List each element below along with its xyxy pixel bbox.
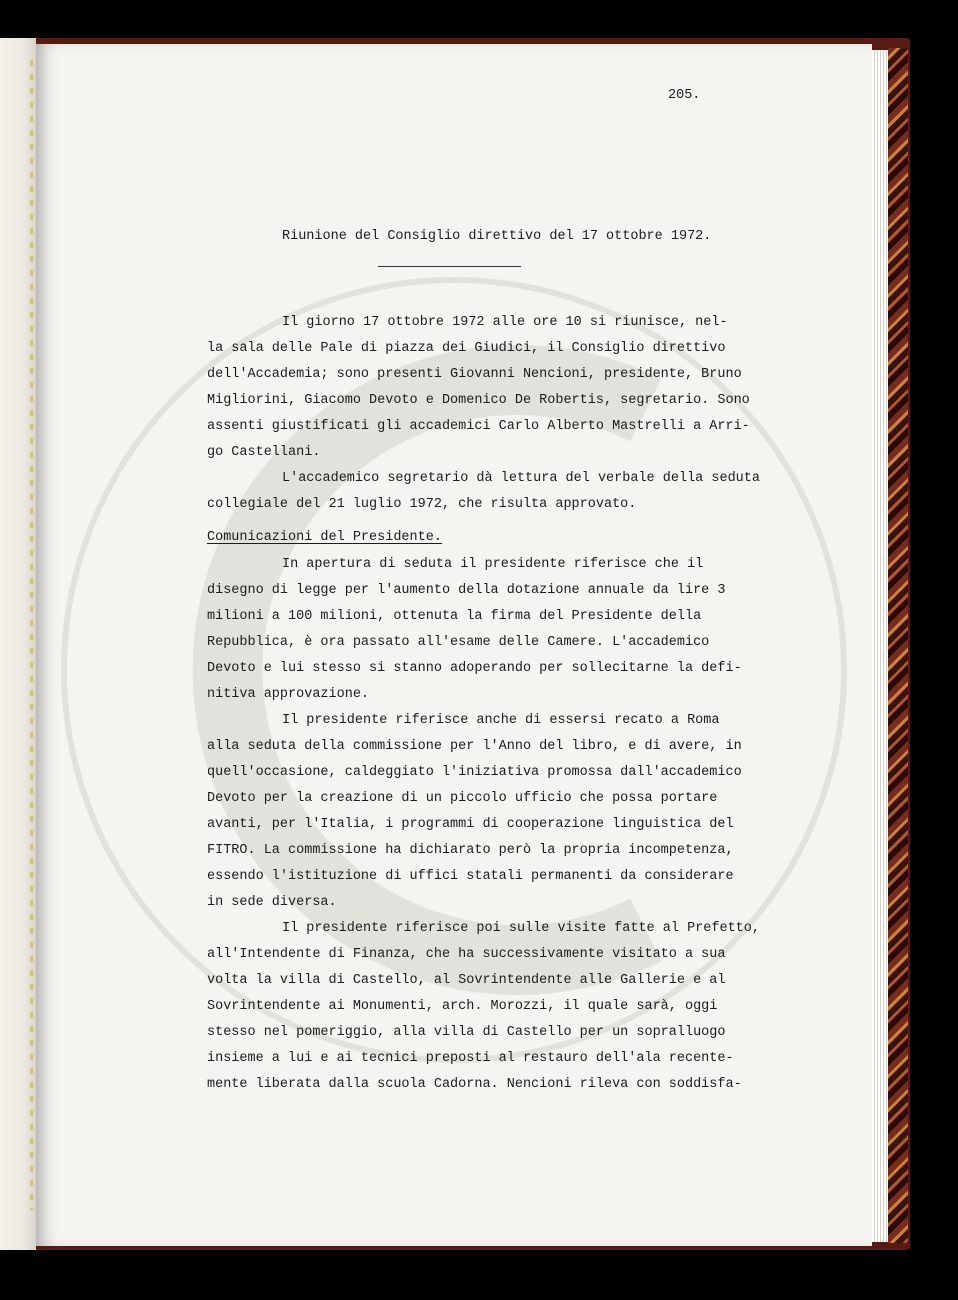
text-line: Sovrintendente ai Monumenti, arch. Morozzi, il quale sarà, oggi [207,999,718,1014]
text-line: milioni a 100 milioni, ottenuta la firma del Presidente della [207,609,702,624]
text-line: stesso nel pomeriggio, alla villa di Castello per un sopralluogo [207,1025,726,1040]
marbled-edge [888,48,908,1243]
text-line: assenti giustificati gli accademici Carlo Alberto Mastrelli a Arri- [207,419,750,434]
text-line: avanti, per l'Italia, i programmi di cooperazione linguistica del [207,817,734,832]
text-line: nitiva approvazione. [207,687,370,702]
text-line: L'accademico segretario dà lettura del verbale della seduta [282,471,760,486]
text-line: Il presidente riferisce anche di essersi recato a Roma [282,713,720,728]
text-line: dell'Accademia; sono presenti Giovanni Nencioni, presidente, Bruno [207,367,742,382]
page-number: 205. [668,88,701,103]
text-line: all'Intendente di Finanza, che ha successivamente visitato a sua [207,947,726,962]
text-line: Devoto e lui stesso si stanno adoperando per sollecitarne la defi- [207,661,742,676]
section-heading: Comunicazioni del Presidente. [207,530,442,545]
text-line: collegiale del 21 luglio 1972, che risulta approvato. [207,497,637,512]
text-line: quell'occasione, caldeggiato l'iniziativa promossa dall'accademico [207,765,742,780]
text-line: alla seduta della commissione per l'Anno del libro, e di avere, in [207,739,742,754]
left-page-gutter [30,60,33,1210]
text-line: la sala delle Pale di piazza dei Giudici, il Consiglio direttivo [207,341,726,356]
text-line: FITRO. La commissione ha dichiarato però la propria incompetenza, [207,843,734,858]
text-line: In apertura di seduta il presidente riferisce che il [282,557,704,572]
text-line: go Castellani. [207,445,321,460]
text-line: volta la villa di Castello, al Sovrintendente alle Gallerie e al [207,973,726,988]
text-line: disegno di legge per l'aumento della dotazione annuale da lire 3 [207,583,726,598]
text-line: Il presidente riferisce poi sulle visite fatte al Prefetto, [282,921,760,936]
title-underline [378,266,521,267]
text-line: essendo l'istituzione di uffici statali permanenti da considerare [207,869,734,884]
text-line: Il giorno 17 ottobre 1972 alle ore 10 si riunisce, nel- [282,315,728,330]
text-line: mente liberata dalla scuola Cadorna. Nencioni rileva con soddisfa- [207,1077,742,1092]
text-line: Repubblica, è ora passato all'esame delle Camere. L'accademico [207,635,710,650]
text-line: Devoto per la creazione di un piccolo ufficio che possa portare [207,791,718,806]
text-line: Migliorini, Giacomo Devoto e Domenico De Robertis, segretario. Sono [207,393,750,408]
text-line: insieme a lui e ai tecnici preposti al restauro dell'ala recente- [207,1051,734,1066]
document-title: Riunione del Consiglio direttivo del 17 ottobre 1972. [282,229,712,244]
text-line: in sede diversa. [207,895,337,910]
